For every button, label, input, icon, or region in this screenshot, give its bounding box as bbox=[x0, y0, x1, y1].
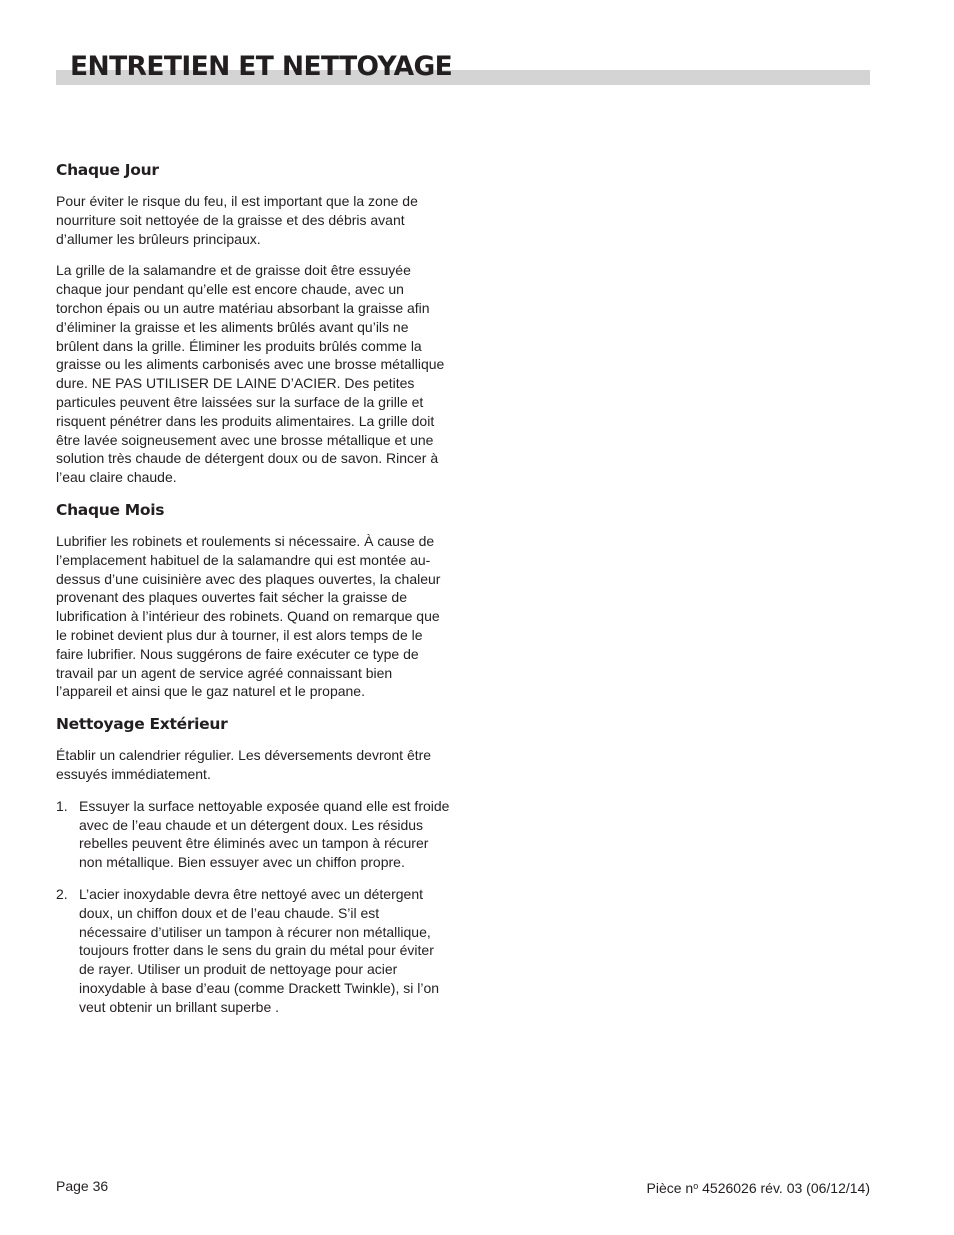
page-title: ENTRETIEN ET NETTOYAGE bbox=[70, 51, 453, 82]
list-item bbox=[56, 885, 450, 1017]
section-heading-monthly: Chaque Mois bbox=[56, 500, 165, 519]
part-superscript: o bbox=[693, 1181, 699, 1191]
step-text: L’acier inoxydable devra être nettoyé avec un détergent doux, un chiffon doux et de l’eau chaude. S’il est nécessaire d’utiliser un tampon à récurer non métallique, toujours frotter dans le sens du grain du métal pour éviter de rayer. Utiliser un produit de nettoyage pour acier inoxydable à base d’eau (comme Drackett Twinkle), si l’on veut obtenir un brillant superbe . bbox=[79, 885, 440, 1015]
monthly-paragraph: Lubrifier les robinets et roulements si nécessaire. À cause de l’emplacement habituel de la salamandre qui est montée au-dessus d’une cuisinière avec des plaques ouvertes, la chaleur provenant des plaques ouvertes fait sécher la graisse de lubrification à l’intérieur des robinets. Quand on remarque que le robinet devient plus dur à tourner, il est alors temps de le faire lubrifier. Nous suggérons de faire exécuter ce type de travail par un agent de service agréé connaissant bien l’appareil et ainsi que le gaz naturel et le propane. bbox=[56, 532, 441, 700]
daily-paragraph: Pour éviter le risque du feu, il est important que la zone de nourriture soit nettoyée de la graisse et des débris avant d’allumer les brûleurs principaux. bbox=[56, 193, 418, 247]
page-number: Page 36 bbox=[56, 1178, 109, 1194]
part-number bbox=[647, 1177, 870, 1197]
section-exterior bbox=[56, 714, 450, 1016]
section-monthly bbox=[56, 500, 450, 701]
main-column bbox=[56, 160, 450, 1029]
step-text: Essuyer la surface nettoyable exposée quand elle est froide avec de l’eau chaude et un détergent doux. Les résidus rebelles peuvent être éliminés avec un tampon à récurer non métallique. Bien essuyer avec un chiffon propre. bbox=[79, 797, 450, 871]
list-item bbox=[56, 797, 450, 872]
part-prefix: Pièce n bbox=[646, 1180, 694, 1196]
part-suffix: 4526026 rév. 03 (06/12/14) bbox=[698, 1180, 870, 1196]
section-heading-exterior: Nettoyage Extérieur bbox=[56, 715, 228, 734]
cleaning-steps-list bbox=[56, 797, 450, 1017]
section-heading-daily: Chaque Jour bbox=[56, 161, 159, 179]
step-number: 2. bbox=[56, 885, 68, 902]
exterior-intro: Établir un calendrier régulier. Les déversements devront être essuyés immédiatement. bbox=[56, 747, 432, 782]
section-daily bbox=[56, 160, 450, 487]
daily-paragraph: La grille de la salamandre et de graisse doit être essuyée chaque jour pendant qu’elle est encore chaude, avec un torchon épais ou un autre matériau absorbant la graisse afin d’éliminer la graisse et les aliments brûlés avant qu’ils ne brûlent dans la grille. Éliminer les produits brûlés comme la graisse ou les aliments carbonisés avec une brosse métallique dure. NE PAS UTILISER DE LAINE D’ACIER. Des petites particules peuvent être laissées sur la surface de la grille et risquent pénétrer dans les produits alimentaires. La grille doit être lavée soigneusement avec une brosse métallique et une solution très chaude de détergent doux ou de savon. Rincer à l’eau claire chaude. bbox=[56, 262, 445, 486]
step-number: 1. bbox=[56, 797, 68, 814]
